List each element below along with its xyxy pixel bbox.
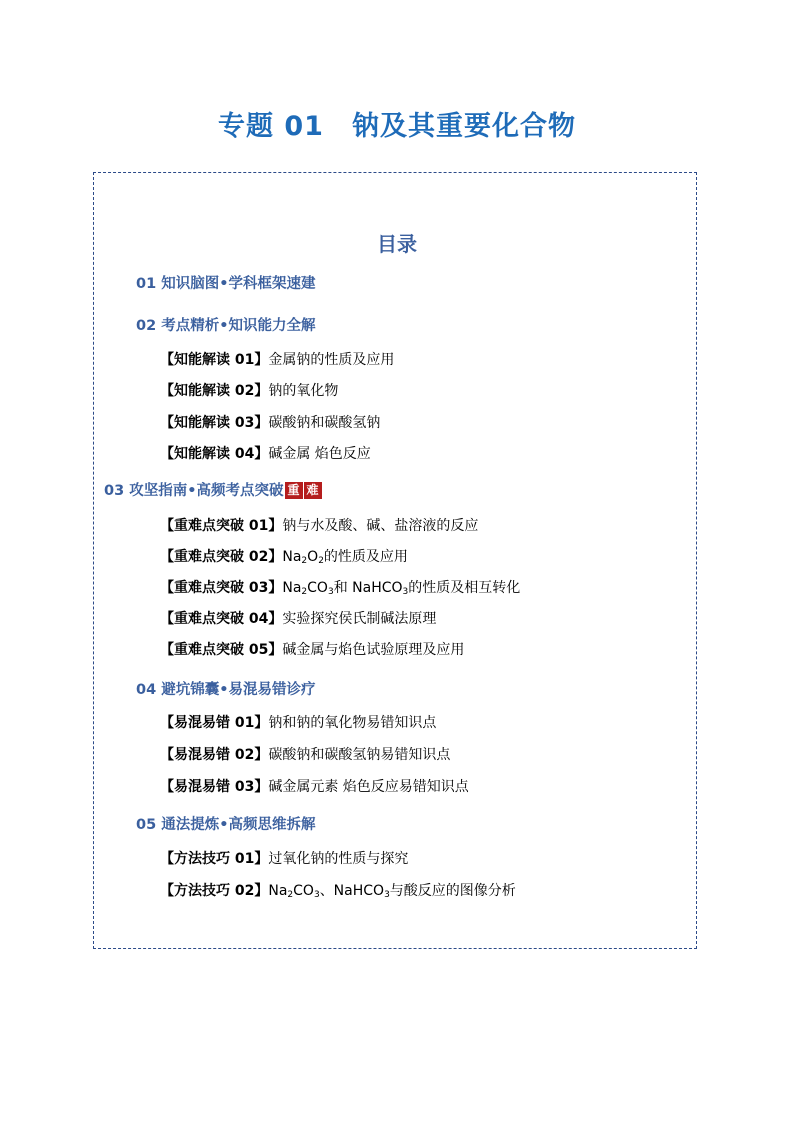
toc-item[interactable]: 【重难点突破 04】实验探究侯氏制碱法原理 bbox=[160, 611, 437, 627]
toc-section-02[interactable]: 02 考点精析•知识能力全解 bbox=[136, 318, 316, 334]
title-main: 钠及其重要化合物 bbox=[351, 111, 576, 142]
toc-item[interactable]: 【方法技巧 01】过氧化钠的性质与探究 bbox=[160, 851, 409, 867]
toc-item[interactable]: 【易混易错 02】碳酸钠和碳酸氢钠易错知识点 bbox=[160, 747, 451, 763]
toc-item[interactable]: 【易混易错 03】碱金属元素 焰色反应易错知识点 bbox=[160, 779, 469, 795]
toc-item[interactable]: 【重难点突破 01】钠与水及酸、碱、盐溶液的反应 bbox=[160, 518, 479, 534]
toc-item[interactable]: 【知能解读 01】金属钠的性质及应用 bbox=[160, 352, 395, 368]
toc-section-04[interactable]: 04 避坑锦囊•易混易错诊疗 bbox=[136, 682, 316, 698]
toc-item[interactable]: 【重难点突破 05】碱金属与焰色试验原理及应用 bbox=[160, 642, 465, 658]
toc-item[interactable]: 【方法技巧 02】$Na_2CO_3$、NaHCO$_3$与酸反应的图像分析 bbox=[160, 883, 516, 900]
toc-heading: 目录 bbox=[377, 232, 417, 256]
toc-section-05[interactable]: 05 通法提炼•高频思维拆解 bbox=[136, 817, 316, 833]
toc-section-01[interactable]: 01 知识脑图•学科框架速建 bbox=[136, 276, 316, 292]
difficulty-badge: 重 bbox=[285, 482, 303, 499]
toc-item[interactable]: 【知能解读 03】碳酸钠和碳酸氢钠 bbox=[160, 415, 381, 431]
toc-item[interactable]: 【重难点突破 02】$Na_2O_2$的性质及应用 bbox=[160, 549, 408, 566]
toc-item[interactable]: 【知能解读 02】钠的氧化物 bbox=[160, 383, 339, 399]
difficulty-badge: 难 bbox=[304, 482, 322, 499]
toc-item[interactable]: 【重难点突破 03】$Na_2CO_3$和 NaHCO$_3$的性质及相互转化 bbox=[160, 580, 521, 597]
toc-item[interactable]: 【知能解读 04】碱金属 焰色反应 bbox=[160, 446, 371, 462]
page-title bbox=[0, 104, 794, 143]
toc-section-03[interactable]: 03 攻坚指南•高频考点突破 重 难 bbox=[104, 479, 322, 500]
toc-item[interactable]: 【易混易错 01】钠和钠的氧化物易错知识点 bbox=[160, 715, 437, 731]
title-prefix: 专题 01 bbox=[218, 111, 324, 142]
